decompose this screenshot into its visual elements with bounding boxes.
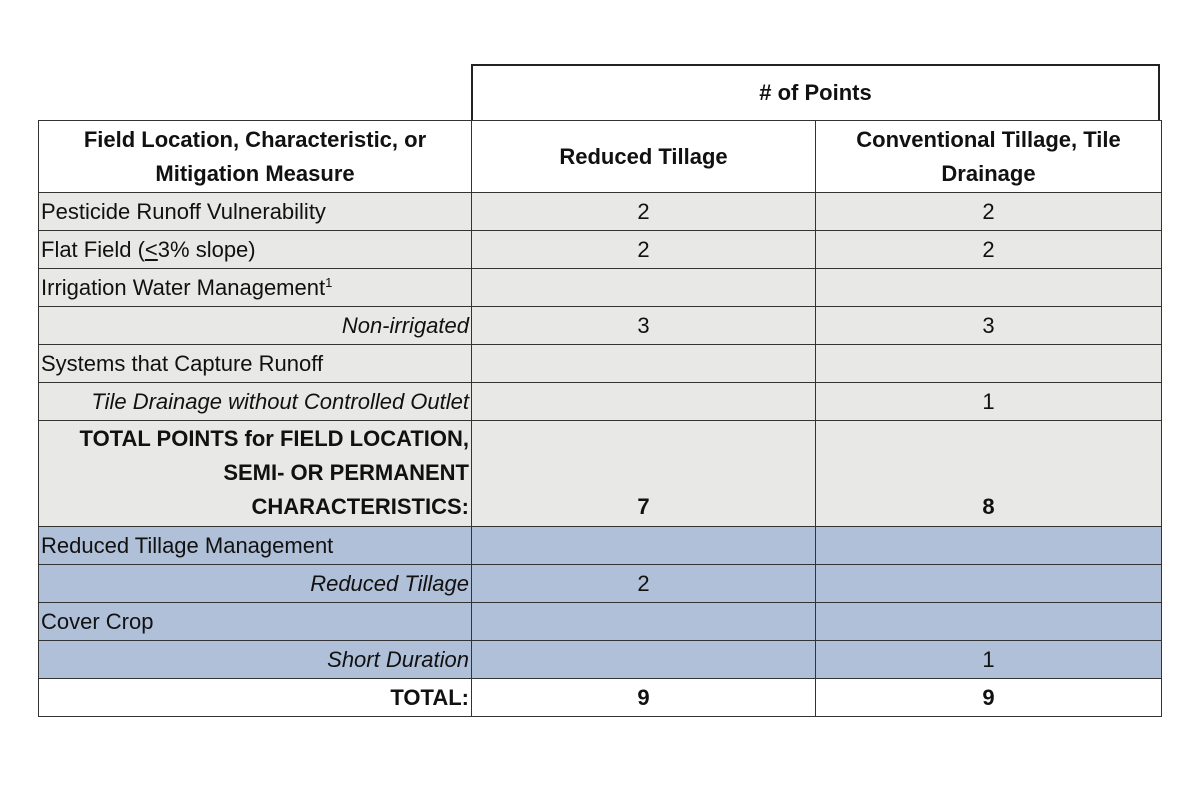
total-reduced: 9 (472, 679, 816, 717)
conventional-value: 2 (816, 231, 1162, 269)
conventional-value (816, 345, 1162, 383)
reduced-value: 2 (472, 231, 816, 269)
total-row (39, 679, 1162, 717)
row-label: Irrigation Water Management$^1$ (39, 269, 472, 307)
conventional-value (816, 269, 1162, 307)
row-label: Short Duration (39, 641, 472, 679)
table-row (39, 269, 1162, 307)
reduced-value: 2 (472, 193, 816, 231)
conventional-value (816, 603, 1162, 641)
row-label: Cover Crop (39, 603, 472, 641)
reduced-value (472, 603, 816, 641)
reduced-value (472, 527, 816, 565)
table-row (39, 193, 1162, 231)
table-row (39, 527, 1162, 565)
reduced-value (472, 383, 816, 421)
conventional-value: 1 (816, 641, 1162, 679)
footnote-marker: 1 (325, 274, 333, 290)
table-row (39, 565, 1162, 603)
subtotal-label: TOTAL POINTS for FIELD LOCATION, SEMI- OR PERMANENT CHARACTERISTICS: (39, 421, 472, 527)
table-row (39, 641, 1162, 679)
column-header-reduced-tillage: Reduced Tillage (472, 121, 816, 193)
reduced-value (472, 269, 816, 307)
column-header-row (39, 121, 1162, 193)
row-label: Pesticide Runoff Vulnerability (39, 193, 472, 231)
subtotal-conventional: 8 (816, 421, 1162, 527)
row-label: Reduced Tillage (39, 565, 472, 603)
table-row (39, 307, 1162, 345)
conventional-value (816, 527, 1162, 565)
reduced-value: 3 (472, 307, 816, 345)
total-conventional: 9 (816, 679, 1162, 717)
table-row (39, 231, 1162, 269)
table-row (39, 383, 1162, 421)
table-row (39, 345, 1162, 383)
table-row (39, 603, 1162, 641)
points-group-header-label: # of Points (759, 80, 872, 105)
conventional-value (816, 565, 1162, 603)
column-header-field: Field Location, Characteristic, or Mitigation Measure (39, 121, 472, 193)
reduced-value (472, 345, 816, 383)
row-label: Reduced Tillage Management (39, 527, 472, 565)
points-group-header (471, 64, 1160, 120)
subtotal-row (39, 421, 1162, 527)
reduced-value (472, 641, 816, 679)
row-label: Flat Field (<3% slope) (39, 231, 472, 269)
row-label: Non-irrigated (39, 307, 472, 345)
conventional-value: 1 (816, 383, 1162, 421)
reduced-value: 2 (472, 565, 816, 603)
subtotal-reduced: 7 (472, 421, 816, 527)
total-label: TOTAL: (39, 679, 472, 717)
row-label: Systems that Capture Runoff (39, 345, 472, 383)
conventional-value: 3 (816, 307, 1162, 345)
row-label: Tile Drainage without Controlled Outlet (39, 383, 472, 421)
conventional-value: 2 (816, 193, 1162, 231)
column-header-conventional-tillage: Conventional Tillage, Tile Drainage (816, 121, 1162, 193)
points-table (38, 120, 1162, 717)
